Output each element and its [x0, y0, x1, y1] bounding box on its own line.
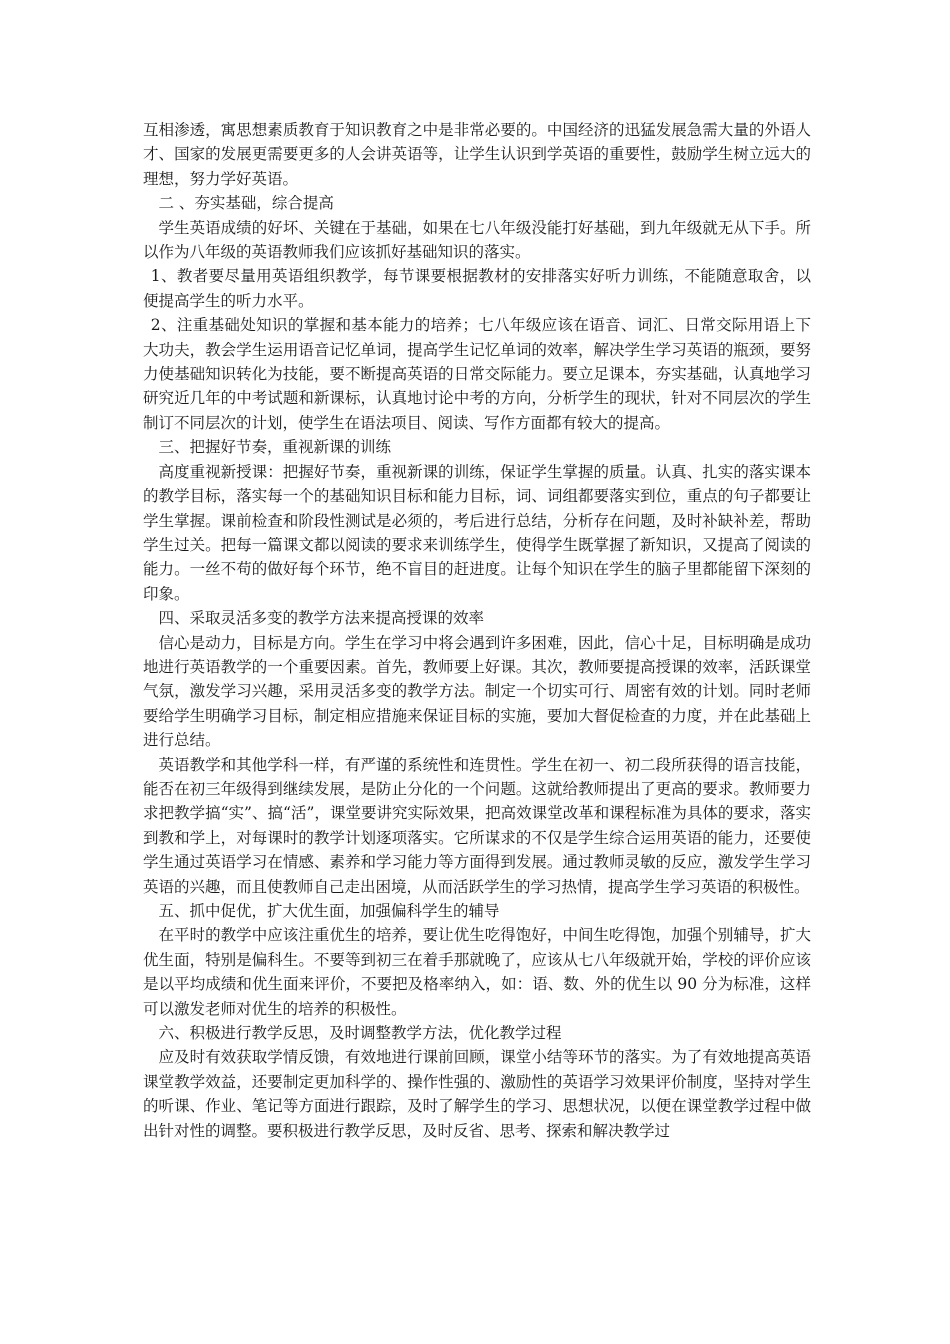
section-heading-3: 三、把握好节奏，重视新课的训练	[158, 438, 392, 457]
paragraph-confidence: 信心是动力，目标是方向。学生在学习中将会遇到许多困难，因此，信心十足，目标明确是成功地进行英语教学的一个重要因素。首先，教师要上好课。其次，教师要提高授课的效率，活跃课堂气氛，激发学习兴趣，采用灵活多变的教学方法。制定一个切实可行、周密有效的计划。同时老师要给学生明确学习目标，制定相应措施来保证目标的实施，要加大督促检查的力度，并在此基础上进行总结。	[143, 633, 811, 750]
paragraph-top-students: 在平时的教学中应该注重优生的培养，要让优生吃得饱好，中间生吃得饱，加强个别辅导，扩大优生面，特别是偏科生。不要等到初三在着手那就晚了，应该从七八年级就开始，学校的评价应该是以平均成绩和优生面来评价，不要把及格率纳入，如：语、数、外的优生以 90 分为标准，这样可以激发老师对优生的培养的积极性。	[143, 926, 811, 1018]
paragraph-english-teaching: 英语教学和其他学科一样，有严谨的系统性和连贯性。学生在初一、初二段所获得的语言技能，能否在初三年级得到继续发展，是防止分化的一个问题。这就给教师提出了更高的要求。教师要力求把教学搞“实”、搞“活”，课堂要讲究实际效果，把高效课堂改革和课程标准为具体的要求，落实到教和学上，对每课时的教学计划逐项落实。它所谋求的不仅是学生综合运用英语的能力，还要使学生通过英语学习在情感、素养和学习能力等方面得到发展。通过教师灵敏的反应，激发学生学习英语的兴趣，而且使教师自己走出困境，从而活跃学生的学习热情，提高学生学习英语的积极性。	[143, 755, 811, 896]
paragraph-reflection: 应及时有效获取学情反馈，有效地进行课前回顾，课堂小结等环节的落实。为了有效地提高英语课堂教学效益，还要制定更加科学的、操作性强的、激励性的英语学习效果评价制度，坚持对学生的听课、作业、笔记等方面进行跟踪，及时了解学生的学习、思想状况，以便在课堂教学过程中做出针对性的调整。要积极进行教学反思，及时反省、思考、探索和解决教学过	[143, 1048, 811, 1140]
section-heading-6: 六、积极进行教学反思，及时调整教学方法，优化教学过程	[158, 1024, 562, 1043]
section-heading-5: 五、抓中促优，扩大优生面，加强偏科学生的辅导	[158, 902, 500, 920]
paragraph-intro-continuation: 互相渗透，寓思想素质教育于知识教育之中是非常必要的。中国经济的迅猛发展急需大量的外语人才、国家的发展更需要更多的人会讲英语等，让学生认识到学英语的重要性，鼓励学生树立远大的理想，努力学好英语。	[143, 121, 811, 188]
paragraph-foundation: 学生英语成绩的好坏、关键在于基础，如果在七八年级没能打好基础，到九年级就无从下手。所以作为八年级的英语教师我们应该抓好基础知识的落实。	[143, 218, 811, 262]
section-heading-4: 四、采取灵活多变的教学方法来提高授课的效率	[158, 609, 485, 628]
document-body	[143, 118, 811, 1143]
paragraph-item-1: 1、教者要尽量用英语组织教学，每节课要根据教材的安排落实好听力训练，不能随意取舍，以便提高学生的听力水平。	[143, 267, 811, 310]
section-heading-2: 二 、夯实基础，综合提高	[158, 194, 334, 213]
paragraph-new-lessons: 高度重视新授课：把握好节奏，重视新课的训练，保证学生掌握的质量。认真、扎实的落实课本的教学目标，落实每一个的基础知识目标和能力目标，词、词组都要落实到位，重点的句子都要让学生掌握。课前检查和阶段性测试是必须的，考后进行总结，分析存在问题，及时补缺补差，帮助学生过关。把每一篇课文都以阅读的要求来训练学生，使得学生既掌握了新知识，又提高了阅读的能力。一丝不苟的做好每个环节，绝不盲目的赶进度。让每个知识在学生的脑子里都能留下深刻的印象。	[143, 462, 811, 603]
paragraph-item-2: 2、注重基础处知识的掌握和基本能力的培养；七八年级应该在语音、词汇、日常交际用语上下大功夫，教会学生运用语音记忆单词，提高学生记忆单词的效率，解决学生学习英语的瓶颈，要努力使基础知识转化为技能，要不断提高英语的日常交际能力。要立足课本，夯实基础，认真地学习研究近几年的中考试题和新课标，认真地讨论中考的方向，分析学生的现状，针对不同层次的学生制订不同层次的计划，使学生在语法项目、阅读、写作方面都有较大的提高。	[143, 316, 811, 432]
